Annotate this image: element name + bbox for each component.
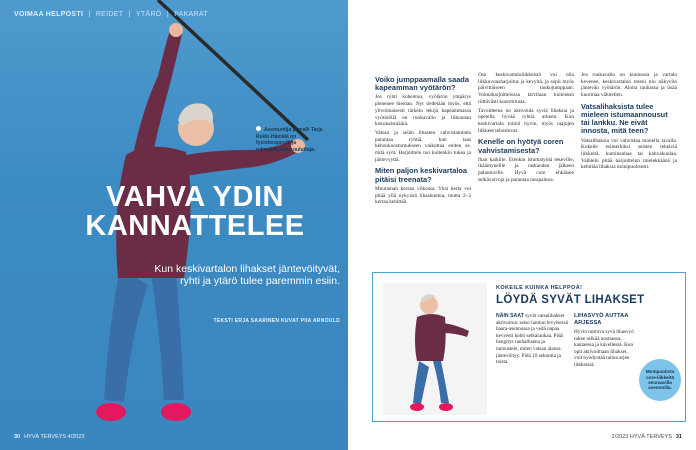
box-title: LÖYDÄ SYVÄT LIHAKSET xyxy=(496,294,645,306)
article-paragraph: Muutaman kerran viikossa. Yksi kerta voi pitää yllä nykyistä lihaskuntoa, mutta 2–3 kertaa kehittää. xyxy=(375,185,471,206)
article-paragraph: Jos ruokavalio on kunnossa ja vartalo kevenee, keskivartalon treeni tuo näkyviin jäntevän vyötärön. Aloita rauhassa ja lisää kuormaa vähitellen. xyxy=(581,72,677,99)
publication: 2/2023 HYVÄ TERVEYS xyxy=(611,434,672,440)
article-paragraph: Tavoitteena on aktivoida syviä lihaksia ja opetella hyvää ryhtiä arkeen. Kun keskivartalo toimii hyvin, myös raajojen liikkeet tehostuvat. xyxy=(478,107,574,134)
footer-right xyxy=(612,434,682,440)
tag-2: YTÄRÖ xyxy=(135,11,162,18)
byline: TEKSTI ERJA SAARINEN KUVAT PIIA ARNOULD xyxy=(213,318,340,324)
box-text: syvät vatsalihakset aktivoitua: seiso lantion levyisessä haara-asennossa ja vedä napaa kevyesti kohti selkärankaa. Pidä hengitys rauhallisena ja tunnustele, miten vatsan alaosa jäntevöityy. Pidä 10 sekuntia ja toista. xyxy=(496,313,568,366)
article-subheading: Kenelle on hyötyä coren vahvistamisesta? xyxy=(478,137,564,155)
article-subheading: Voiko jumppaamalla saada kapeamman vyötärön? xyxy=(375,75,469,93)
exercise-box xyxy=(372,272,686,422)
article-paragraph: Osa keskivartaloliikkeistä voi olla liikkuvuusharjoitus ja kevyitä, ja sopii myös päivittäiseen taukojumppaan. Voimaharjoittelussa tarvitaan kuitenkin riittävästi kuormitusta. xyxy=(478,72,574,105)
tag-3: PAKARAT xyxy=(174,11,208,18)
separator: | xyxy=(88,11,91,18)
box-subtext: Hyvin toimiva syvä lihasvyö tukee selkää nostaessa, kantaessa ja kävellessä. Kun opit aktivoimaan lihakset, voit hyödyntää taitoa arjen liikkeissä. xyxy=(574,329,634,368)
page-number: 30 xyxy=(14,434,21,440)
right-page xyxy=(348,0,696,450)
article-subheading: Vatsalihaksista tulee mieleen istumaannousut tai lankku. Ne eivät innosta, mitä teen? xyxy=(581,101,668,136)
separator: | xyxy=(128,11,131,18)
article-subheading: Miten paljon keskivartaloa pitäisi treenata? xyxy=(375,166,468,184)
section-header xyxy=(14,11,208,18)
box-kicker: KOKEILE KUINKA HELPPOA! xyxy=(496,285,583,291)
publication: HYVÄ TERVEYS 4/2023 xyxy=(24,434,85,440)
section-name: VOIMAA HELPOSTI xyxy=(14,11,84,18)
text-column-1 xyxy=(375,72,471,208)
article-paragraph: Vatsalihaksia voi vahvistaa monella tavalla. Kokeile esimerkiksi seisten tehtäviä liikkeitä, kuminauhaa tai kahvakuulaa. Vaihtelu pitää harjoittelun mielekkäänä ja kehittää lihaksia monipuolisesti. xyxy=(581,137,677,171)
article-paragraph: Ihan kaikille. Etenkin istumatyötä tekeville, ikääntyneille ja raskauden jälkeen palautuville. Hyvä core ehkäisee selkävaivoja ja parantaa tasapainoa. xyxy=(478,156,574,183)
exercise-photo xyxy=(383,283,487,415)
text-column-2 xyxy=(478,72,574,186)
tip-badge: Monipuolista core-liikkeitä seuraavilla asennoilla. xyxy=(639,359,681,401)
text-column-3 xyxy=(581,72,677,173)
article-lead: Kun keskivartalon lihakset jäntevöityvät, ryhti ja ytärö tulee paremmin esiin. xyxy=(154,263,340,287)
footer-left xyxy=(14,434,84,440)
tag-1: REIDET xyxy=(95,11,124,18)
article-paragraph: Jos ryhti kohentuu, vyötärön ympärys pienenee hieman. Nyt tiedetään myös, että ylivoimaisesti tärkein tekijä kapeammassa vyötäröllä on ruokavalio ja liikunnan kokonaismäärä. xyxy=(375,94,471,128)
box-text-column-2 xyxy=(574,313,636,369)
photo-caption: Asentuntija ja malli Tarja Rekki-Hämälä on fysioterapeutti ja ryhmäliikunta-kouluttaja. xyxy=(256,127,323,153)
box-lead: NÄIN SAAT xyxy=(496,313,524,319)
article-paragraph: Vatsan ja selän lihasten vahvistaminen parantaa ryhtiä, kun taas kehonkoostumukseen vaikuttaa eniten se, mitä syöt. Harjoittelu tuo kuitenkin tukea ja jäntevyyttä. xyxy=(375,129,471,163)
caption-dot-icon xyxy=(256,126,261,131)
page-number: 31 xyxy=(675,434,682,440)
box-text-column-1 xyxy=(496,313,568,366)
separator: | xyxy=(166,11,169,18)
article-title: VAHVA YDIN KANNATTELEE xyxy=(85,181,305,242)
box-subheading: LIHASVYÖ AUTTAA ARJESSA xyxy=(574,313,629,326)
